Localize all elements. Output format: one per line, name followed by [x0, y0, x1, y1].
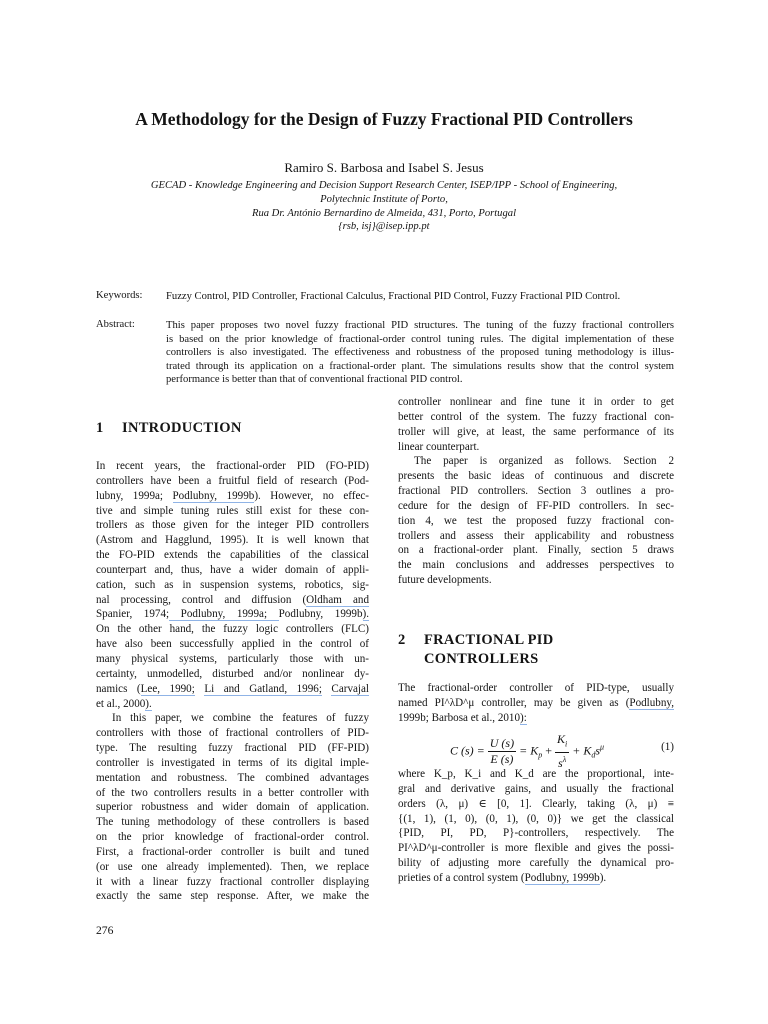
eq-s-mu: s: [595, 743, 601, 758]
text-run: controllers with those of fractional controllers of PID-: [96, 727, 369, 740]
text-run: type. The resulting fuzzy fractional PID (FF-PID): [96, 742, 369, 755]
right-column-text: [398, 395, 674, 588]
text-run: 1999b; Barbosa et al., 2010: [398, 711, 521, 724]
text-line: [398, 681, 674, 696]
text-run: many physical systems, particularly those with un-: [96, 652, 369, 665]
abstract-line: trated through its application on a fractional-order plant. The simulations results show that the control system: [166, 360, 674, 372]
abstract-line: performance is better than that of conventional fractional PID control.: [166, 374, 463, 386]
text-run: troller will give, at least, the same performance of its: [398, 425, 674, 438]
citation-link[interactable]: Carvajal: [331, 682, 369, 695]
text-run: controller is investigated in terms of its digital imple-: [96, 756, 369, 769]
text-run: future developments.: [398, 574, 492, 587]
text-run: certainty, unmodelled, disturbed and/or nonlinear dy-: [96, 667, 369, 680]
text-line: [398, 767, 674, 782]
text-line: [96, 711, 369, 726]
keywords-text: Fuzzy Control, PID Controller, Fractional Calculus, Fractional PID Control, Fuzzy Fractional PID Control.: [166, 291, 621, 302]
text-line: [96, 682, 369, 697]
text-line: [398, 484, 674, 499]
text-line: [96, 786, 369, 801]
text-run: tive and simple tuning rules still exist for these con-: [96, 504, 369, 517]
eq-plus: +: [545, 743, 552, 758]
eq-denominator: E (s): [490, 752, 514, 767]
text-run: cation, such as in suspension systems, robotics, sig-: [96, 578, 369, 591]
text-run: have also been successfully applied in the control of: [96, 638, 369, 651]
affiliation-line: GECAD - Knowledge Engineering and Decision Support Research Center, ISEP/IPP - School of Engineering,: [150, 180, 618, 191]
text-line: [96, 860, 369, 875]
eq-lambda: λ: [562, 755, 567, 765]
text-line: [398, 711, 674, 726]
citation-link[interactable]: ).: [362, 608, 369, 621]
text-run: presents the basic ideas of continuous and discrete: [398, 470, 674, 483]
text-line: [398, 782, 674, 797]
text-run: counterpart and, thus, have a wider domain of appli-: [96, 563, 369, 576]
text-run: controllers have been a fruitful field of research (Pod-: [96, 474, 369, 487]
text-run: mentation and robustness. The combined advantages: [96, 771, 369, 784]
text-line: [96, 504, 369, 519]
abstract-line: This paper proposes two novel fuzzy fractional PID structures. The tuning of the fuzzy fractional controllers: [166, 320, 674, 331]
text-line: [398, 529, 674, 544]
text-run: On the other hand, the fuzzy logic controllers (FLC): [96, 623, 369, 636]
affiliation-line: Rua Dr. António Bernardino de Almeida, 431, Porto, Portugal: [251, 208, 517, 219]
citation-link[interactable]: Podlubny, 1999b: [172, 489, 255, 502]
text-run: lubny, 1999a;: [96, 489, 173, 502]
text-line: [96, 771, 369, 786]
text-line: [96, 741, 369, 756]
text-line: [96, 593, 369, 608]
text-line: [96, 622, 369, 637]
section-number: 2: [398, 632, 406, 648]
text-run: et al., 2000: [96, 697, 146, 710]
text-run: {(1, 1), (1, 0), (0, 1), (0, 0)} we get the classical: [398, 812, 674, 825]
text-line: [398, 573, 674, 588]
text-line: [96, 889, 369, 904]
text-run: (Astrom and Hagglund, 1995). It is well known that: [96, 534, 369, 547]
text-run: The paper is organized as follows. Section 2: [414, 455, 674, 468]
eq-ki-sub: i: [565, 739, 568, 749]
equation-1: [398, 729, 674, 769]
text-run: fractional PID controllers. Section 3 outlines a pro-: [398, 485, 674, 498]
text-run: In recent years, the fractional-order PID (FO-PID): [96, 460, 369, 472]
text-line: [96, 652, 369, 667]
section-title: INTRODUCTION: [122, 420, 242, 436]
text-line: [398, 514, 674, 529]
section-title: FRACTIONAL PID: [424, 632, 554, 648]
text-line: [96, 533, 369, 548]
text-line: [96, 578, 369, 593]
text-run: {PID, PI, PD, P}-controllers, respectively. The: [398, 827, 674, 840]
text-line: [398, 469, 674, 484]
text-run: ). However, no effec-: [254, 489, 369, 502]
text-line: [96, 697, 369, 712]
text-line: [96, 830, 369, 845]
section-1-heading: [96, 420, 242, 437]
text-run: Spanier, 1974;: [96, 608, 170, 621]
citation-link[interactable]: Podlubny, 1999a;: [169, 608, 279, 621]
text-line: [96, 726, 369, 741]
citation-link[interactable]: Lee, 1990;: [140, 682, 195, 695]
text-line: [398, 558, 674, 573]
eq-s: s: [558, 756, 563, 771]
text-line: [96, 875, 369, 890]
text-run: nal processing, control and diffusion (: [96, 593, 307, 606]
text-run: [195, 683, 205, 695]
text-line: [398, 856, 674, 871]
page-number: 276: [96, 924, 114, 937]
text-run: The tuning methodology of these controllers is based: [96, 816, 369, 829]
abstract-line: controllers is also investigated. The effectiveness and robustness of the proposed tuning methodology is illus-: [166, 347, 674, 359]
eq-ki: K: [556, 732, 565, 746]
text-run: named PI^λD^μ controller, may be given as (: [398, 696, 630, 709]
eq-kp: = K: [519, 743, 539, 758]
citation-link[interactable]: Li and Gatland, 1996;: [204, 682, 322, 695]
text-line: [96, 489, 369, 504]
section-2-body: [398, 767, 674, 886]
text-run: prieties of a control system (: [398, 871, 525, 884]
text-line: [398, 812, 674, 827]
citation-link[interactable]: Podlubny, 1999b: [524, 871, 600, 884]
eq-kd-sub: d: [591, 750, 596, 760]
text-line: [96, 459, 369, 474]
text-run: exactly the same step response. After, we make the: [96, 890, 369, 903]
text-run: on the prior knowledge of fractional-order control.: [96, 831, 369, 844]
text-line: [398, 797, 674, 812]
text-line: [96, 607, 369, 622]
eq-kp-sub: p: [538, 750, 543, 760]
eq-numerator: U (s): [489, 736, 515, 751]
text-run: cedure for the design of FF-PID controllers. In sec-: [398, 499, 674, 512]
paper-title: A Methodology for the Design of Fuzzy Fractional PID Controllers: [135, 109, 633, 129]
text-run: superior robustness and wider domain of application.: [96, 801, 369, 814]
text-run: (or use one already implemented). Then, we replace: [96, 860, 369, 873]
text-line: [96, 563, 369, 578]
text-run: [322, 683, 332, 695]
section-2-heading: [398, 631, 553, 669]
text-line: [96, 548, 369, 563]
text-line: [96, 637, 369, 652]
text-line: [398, 543, 674, 558]
citation-link[interactable]: Oldham and: [306, 593, 369, 606]
text-line: [398, 440, 674, 455]
text-run: PI^λD^μ-controller is more flexible and gives the possi-: [398, 842, 674, 855]
section-title: CONTROLLERS: [424, 651, 539, 667]
text-line: [96, 800, 369, 815]
text-line: [398, 454, 674, 469]
text-run: on a fractional-order plant. Finally, section 5 draws: [398, 544, 674, 557]
text-line: [96, 518, 369, 533]
text-line: [398, 871, 674, 886]
keywords-label: Keywords:: [96, 290, 143, 301]
text-run: tion 4, we test the proposed fuzzy fractional con-: [398, 514, 674, 527]
text-line: [398, 696, 674, 711]
text-run: of the two controllers results in a better controller with: [96, 786, 369, 799]
abstract-label: Abstract:: [96, 319, 135, 330]
text-run: where K_p, K_i and K_d are the proportional, inte-: [398, 768, 674, 780]
text-run: the FO-PID extends the capabilities of the classical: [96, 549, 369, 562]
section-2-intro: [398, 681, 674, 726]
eq-label: (1): [661, 741, 674, 753]
text-line: [398, 410, 674, 425]
text-line: [398, 826, 674, 841]
text-run: better control of the system. The fuzzy fractional con-: [398, 410, 674, 423]
eq-lhs: C (s) =: [450, 743, 485, 758]
text-run: it with a linear fuzzy fractional controller displaying: [96, 875, 369, 888]
text-line: [96, 667, 369, 682]
text-run: First, a fractional-order controller is built and tuned: [96, 845, 369, 858]
citation-link[interactable]: Podlubny,: [629, 696, 674, 709]
text-run: controller nonlinear and fine tune it in order to get: [398, 396, 674, 408]
abstract-line: is based on the prior knowledge of fractional-order control tuning rules. The digital implementation of these: [166, 333, 674, 345]
text-line: [96, 815, 369, 830]
text-run: The fractional-order controller of PID-type, usually: [398, 682, 674, 694]
text-line: [96, 845, 369, 860]
affiliation-line: Polytechnic Institute of Porto,: [320, 194, 448, 205]
text-run: ).: [599, 871, 607, 884]
section-number: 1: [96, 420, 104, 436]
text-run: In this paper, we combine the features of fuzzy: [112, 712, 369, 725]
author-names: Ramiro S. Barbosa and Isabel S. Jesus: [284, 160, 484, 175]
text-run: trollers as those given for the integer PID controllers: [96, 519, 369, 532]
text-line: [398, 395, 674, 410]
text-line: [398, 499, 674, 514]
text-run: the main conclusions and addresses perspectives to: [398, 559, 674, 572]
citation-link[interactable]: ).: [145, 697, 152, 710]
text-run: orders (λ, μ) ∈ [0, 1]. Clearly, taking (λ, μ) ≡: [398, 797, 674, 810]
abstract-body: [166, 319, 674, 387]
text-line: [96, 474, 369, 489]
text-line: [398, 841, 674, 856]
text-run: Podlubny, 1999b: [278, 608, 363, 621]
text-run: namics (: [96, 682, 141, 695]
left-column-text: [96, 459, 369, 904]
text-run: bility of adjusting more carefully the dynamical pro-: [398, 857, 674, 870]
author-email: {rsb, isj}@isep.ipp.pt: [338, 221, 430, 232]
eq-mu: μ: [600, 742, 605, 752]
text-line: [96, 756, 369, 771]
eq-kd: + K: [572, 743, 592, 758]
citation-link[interactable]: ):: [520, 711, 527, 724]
text-line: [398, 425, 674, 440]
text-run: trollers and assess their applicability and robustness: [398, 529, 674, 542]
text-run: gral and derivative gains, and usually the fractional: [398, 782, 674, 795]
text-run: linear counterpart.: [398, 440, 480, 453]
